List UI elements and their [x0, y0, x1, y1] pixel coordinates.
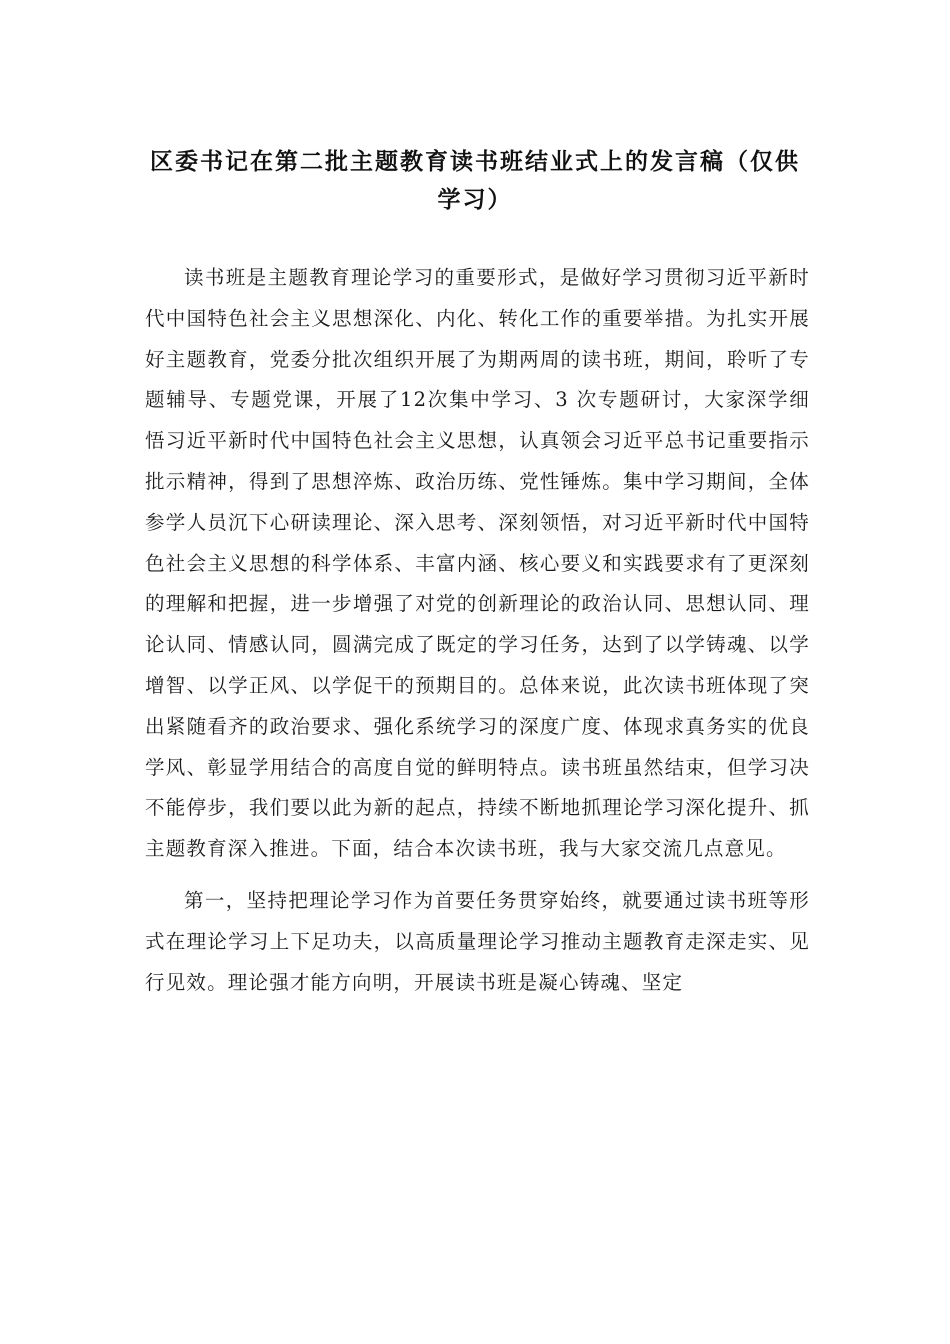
body-paragraph-2: 第一，坚持把理论学习作为首要任务贯穿始终，就要通过读书班等形式在理论学习上下足功夫，以高质量理论学习推动主题教育走深走实、见行见效。理论强才能方向明，开展读书班是凝心铸魂、坚定 — [145, 888, 810, 994]
document-body — [145, 258, 810, 1003]
title-line-1: 区委书记在第二批主题教育读书班结业式上的发言稿（仅供 — [150, 149, 800, 175]
title-line-2: 学习） — [437, 187, 513, 213]
document-title — [120, 143, 830, 219]
body-paragraph-1: 读书班是主题教育理论学习的重要形式，是做好学习贯彻习近平新时代中国特色社会主义思想深化、内化、转化工作的重要举措。为扎实开展好主题教育，党委分批次组织开展了为期两周的读书班，期间，聆听了专题辅导、专题党课，开展了12次集中学习、3 次专题研讨，大家深学细悟习近平新时代中国特色社会主义思想，认真领会习近平总书记重要指示批示精神，得到了思想淬炼、政治历练、党性锤炼。集中学习期间，全体参学人员沉下心研读理论、深入思考、深刻领悟，对习近平新时代中国特色社会主义思想的科学体系、丰富内涵、核心要义和实践要求有了更深刻的理解和把握，进一步增强了对党的创新理论的政治认同、思想认同、理论认同、情感认同，圆满完成了既定的学习任务，达到了以学铸魂、以学增智、以学正风、以学促干的预期目的。总体来说，此次读书班体现了突出紧随看齐的政治要求、强化系统学习的深度广度、体现求真务实的优良学风、彰显学用结合的高度自觉的鲜明特点。读书班虽然结束，但学习决不能停步，我们要以此为新的起点，持续不断地抓理论学习深化提升、抓主题教育深入推进。下面，结合本次读书班，我与大家交流几点意见。 — [145, 266, 810, 861]
